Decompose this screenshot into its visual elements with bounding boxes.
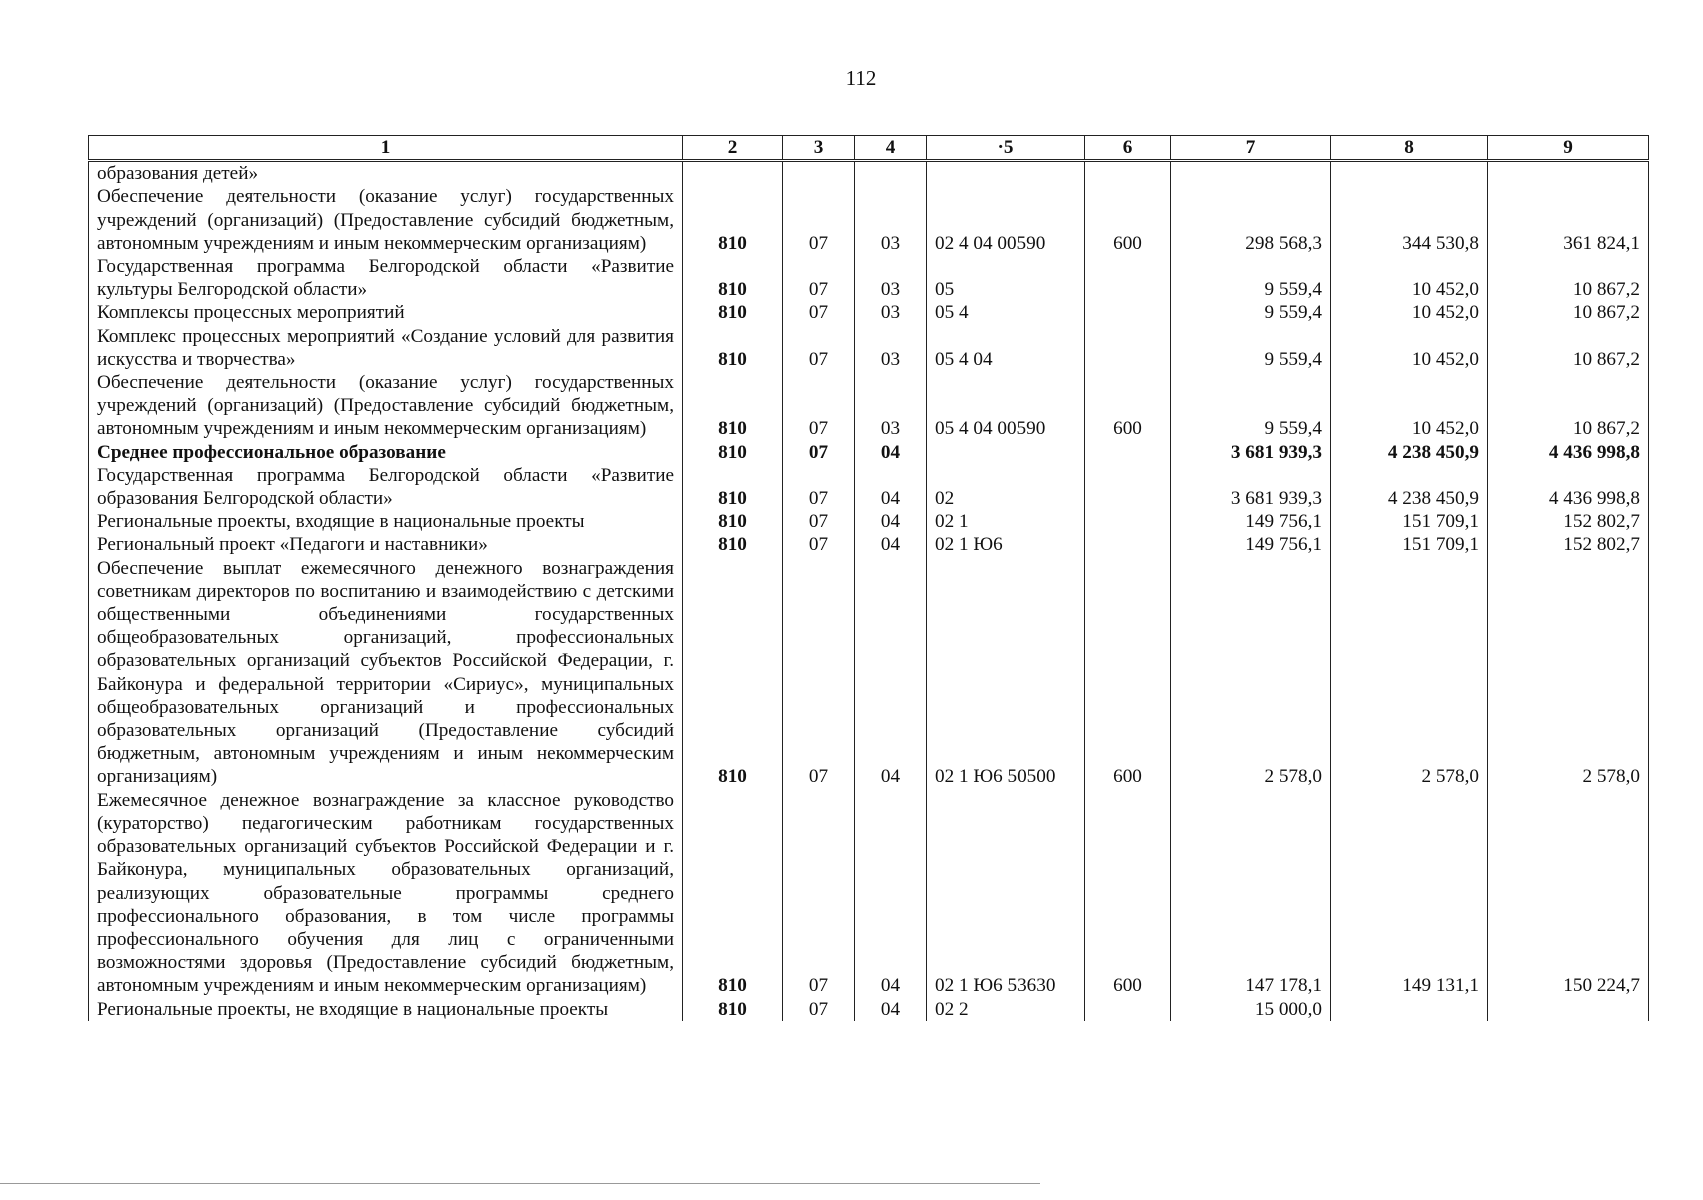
row-subsection-code: 04 xyxy=(855,789,927,998)
row-ministry-code: 810 xyxy=(683,533,783,556)
row-subsection-code: 04 xyxy=(855,998,927,1021)
column-header-2: 2 xyxy=(683,136,783,161)
row-amount-col9 xyxy=(1488,161,1649,186)
row-description: Государственная программа Белгородской области «Развитие культуры Белгородской области» xyxy=(89,255,683,301)
row-amount-col9: 4 436 998,8 xyxy=(1488,441,1649,464)
row-amount-col7: 3 681 939,3 xyxy=(1171,464,1331,510)
row-amount-col7: 9 559,4 xyxy=(1171,371,1331,441)
row-amount-col7: 9 559,4 xyxy=(1171,325,1331,371)
row-expense-type xyxy=(1085,441,1171,464)
row-ministry-code: 810 xyxy=(683,325,783,371)
row-expense-type xyxy=(1085,325,1171,371)
row-amount-col7: 15 000,0 xyxy=(1171,998,1331,1021)
row-section-code: 07 xyxy=(783,255,855,301)
row-target-article: 02 1 Ю6 50500 xyxy=(927,557,1085,789)
row-ministry-code: 810 xyxy=(683,557,783,789)
column-header-7: 7 xyxy=(1171,136,1331,161)
row-amount-col7: 2 578,0 xyxy=(1171,557,1331,789)
row-section-code: 07 xyxy=(783,441,855,464)
row-expense-type: 600 xyxy=(1085,557,1171,789)
row-ministry-code: 810 xyxy=(683,464,783,510)
row-target-article: 02 2 xyxy=(927,998,1085,1021)
row-section-code: 07 xyxy=(783,789,855,998)
row-amount-col9: 4 436 998,8 xyxy=(1488,464,1649,510)
row-amount-col9 xyxy=(1488,998,1649,1021)
column-header-5: ·5 xyxy=(927,136,1085,161)
row-amount-col9: 10 867,2 xyxy=(1488,255,1649,301)
row-amount-col8: 151 709,1 xyxy=(1331,510,1488,533)
row-description: Региональные проекты, входящие в национальные проекты xyxy=(89,510,683,533)
row-description: Государственная программа Белгородской области «Развитие образования Белгородской области» xyxy=(89,464,683,510)
row-section-code: 07 xyxy=(783,325,855,371)
row-description: Обеспечение выплат ежемесячного денежного вознаграждения советникам директоров по воспитанию и взаимодействию с детскими общественными объединениями государственных общеобразовательных организаций, профессиональных образовательных организаций субъектов Российской Федерации, г. Байконура и федеральной территории «Сириус», муниципальных общеобразовательных организаций и профессиональных образовательных организаций (Предоставление субсидий бюджетным, автономным учреждениям и иным некоммерческим организациям) xyxy=(89,557,683,789)
row-subsection-code: 04 xyxy=(855,510,927,533)
row-expense-type: 600 xyxy=(1085,789,1171,998)
row-amount-col9: 10 867,2 xyxy=(1488,301,1649,324)
row-amount-col7: 298 568,3 xyxy=(1171,185,1331,255)
row-target-article: 02 xyxy=(927,464,1085,510)
column-header-1: 1 xyxy=(89,136,683,161)
table-row xyxy=(89,371,1649,441)
row-amount-col8: 344 530,8 xyxy=(1331,185,1488,255)
table-row xyxy=(89,557,1649,789)
row-description: образования детей» xyxy=(89,161,683,186)
row-description: Комплекс процессных мероприятий «Создание условий для развития искусства и творчества» xyxy=(89,325,683,371)
row-ministry-code: 810 xyxy=(683,301,783,324)
row-amount-col9: 10 867,2 xyxy=(1488,371,1649,441)
row-amount-col8 xyxy=(1331,161,1488,186)
row-section-code: 07 xyxy=(783,533,855,556)
row-amount-col8: 149 131,1 xyxy=(1331,789,1488,998)
row-amount-col8: 4 238 450,9 xyxy=(1331,441,1488,464)
row-target-article: 02 1 Ю6 53630 xyxy=(927,789,1085,998)
row-description: Комплексы процессных мероприятий xyxy=(89,301,683,324)
row-ministry-code: 810 xyxy=(683,371,783,441)
row-amount-col9: 152 802,7 xyxy=(1488,510,1649,533)
row-section-code: 07 xyxy=(783,371,855,441)
table-row xyxy=(89,301,1649,324)
row-ministry-code: 810 xyxy=(683,185,783,255)
row-target-article: 05 4 04 xyxy=(927,325,1085,371)
column-header-6: 6 xyxy=(1085,136,1171,161)
row-subsection-code: 04 xyxy=(855,533,927,556)
table-row xyxy=(89,185,1649,255)
row-ministry-code: 810 xyxy=(683,510,783,533)
row-amount-col7 xyxy=(1171,161,1331,186)
row-expense-type: 600 xyxy=(1085,185,1171,255)
row-subsection-code: 03 xyxy=(855,255,927,301)
table-row xyxy=(89,510,1649,533)
table-row xyxy=(89,325,1649,371)
row-subsection-code: 04 xyxy=(855,441,927,464)
column-header-8: 8 xyxy=(1331,136,1488,161)
row-amount-col8: 10 452,0 xyxy=(1331,255,1488,301)
row-target-article: 02 1 xyxy=(927,510,1085,533)
row-subsection-code: 03 xyxy=(855,371,927,441)
row-target-article: 05 4 xyxy=(927,301,1085,324)
table-row xyxy=(89,161,1649,186)
row-target-article: 05 4 04 00590 xyxy=(927,371,1085,441)
row-subsection-code: 04 xyxy=(855,464,927,510)
row-section-code: 07 xyxy=(783,557,855,789)
table-body xyxy=(89,161,1649,1021)
row-section-code xyxy=(783,161,855,186)
row-amount-col7: 9 559,4 xyxy=(1171,301,1331,324)
row-section-code: 07 xyxy=(783,510,855,533)
row-amount-col7: 9 559,4 xyxy=(1171,255,1331,301)
row-amount-col8: 10 452,0 xyxy=(1331,371,1488,441)
budget-table xyxy=(88,135,1649,1021)
row-expense-type: 600 xyxy=(1085,371,1171,441)
table-row xyxy=(89,533,1649,556)
row-amount-col8 xyxy=(1331,998,1488,1021)
row-expense-type xyxy=(1085,998,1171,1021)
row-subsection-code: 03 xyxy=(855,301,927,324)
row-subsection-code: 03 xyxy=(855,325,927,371)
row-expense-type xyxy=(1085,464,1171,510)
row-subsection-code xyxy=(855,161,927,186)
table-row xyxy=(89,464,1649,510)
row-expense-type xyxy=(1085,161,1171,186)
row-amount-col7: 149 756,1 xyxy=(1171,510,1331,533)
row-ministry-code xyxy=(683,161,783,186)
row-amount-col9: 10 867,2 xyxy=(1488,325,1649,371)
row-expense-type xyxy=(1085,510,1171,533)
row-description: Региональные проекты, не входящие в национальные проекты xyxy=(89,998,683,1021)
row-subsection-code: 03 xyxy=(855,185,927,255)
row-target-article: 05 xyxy=(927,255,1085,301)
row-amount-col8: 10 452,0 xyxy=(1331,301,1488,324)
row-target-article xyxy=(927,441,1085,464)
row-amount-col8: 151 709,1 xyxy=(1331,533,1488,556)
row-section-code: 07 xyxy=(783,185,855,255)
row-amount-col9: 2 578,0 xyxy=(1488,557,1649,789)
row-target-article: 02 4 04 00590 xyxy=(927,185,1085,255)
row-target-article xyxy=(927,161,1085,186)
row-expense-type xyxy=(1085,533,1171,556)
row-description: Региональный проект «Педагоги и наставники» xyxy=(89,533,683,556)
row-amount-col8: 2 578,0 xyxy=(1331,557,1488,789)
row-section-code: 07 xyxy=(783,998,855,1021)
row-subsection-code: 04 xyxy=(855,557,927,789)
row-target-article: 02 1 Ю6 xyxy=(927,533,1085,556)
row-amount-col9: 150 224,7 xyxy=(1488,789,1649,998)
table-row xyxy=(89,789,1649,998)
row-description: Среднее профессиональное образование xyxy=(89,441,683,464)
row-section-code: 07 xyxy=(783,301,855,324)
row-description: Обеспечение деятельности (оказание услуг) государственных учреждений (организаций) (Предоставление субсидий бюджетным, автономным учреждениям и иным некоммерческим организациям) xyxy=(89,185,683,255)
row-amount-col9: 152 802,7 xyxy=(1488,533,1649,556)
row-amount-col9: 361 824,1 xyxy=(1488,185,1649,255)
scan-edge-line xyxy=(0,1183,1040,1184)
row-ministry-code: 810 xyxy=(683,255,783,301)
row-ministry-code: 810 xyxy=(683,998,783,1021)
column-header-3: 3 xyxy=(783,136,855,161)
table-row xyxy=(89,998,1649,1021)
row-expense-type xyxy=(1085,255,1171,301)
table-row xyxy=(89,441,1649,464)
column-header-9: 9 xyxy=(1488,136,1649,161)
row-amount-col7: 3 681 939,3 xyxy=(1171,441,1331,464)
table-row xyxy=(89,255,1649,301)
row-amount-col7: 149 756,1 xyxy=(1171,533,1331,556)
page-number: 112 xyxy=(845,66,877,90)
row-description: Ежемесячное денежное вознаграждение за классное руководство (кураторство) педагогическим работникам государственных образовательных организаций субъектов Российской Федерации и г. Байконура, муниципальных образовательных организаций, реализующих образовательные программы среднего профессионального образования, в том числе программы профессионального обучения для лиц с ограниченными возможностями здоровья (Предоставление субсидий бюджетным, автономным учреждениям и иным некоммерческим организациям) xyxy=(89,789,683,998)
row-amount-col7: 147 178,1 xyxy=(1171,789,1331,998)
column-header-4: 4 xyxy=(855,136,927,161)
row-amount-col8: 10 452,0 xyxy=(1331,325,1488,371)
row-expense-type xyxy=(1085,301,1171,324)
row-ministry-code: 810 xyxy=(683,789,783,998)
row-section-code: 07 xyxy=(783,464,855,510)
table-header-row xyxy=(89,136,1649,161)
row-ministry-code: 810 xyxy=(683,441,783,464)
row-description: Обеспечение деятельности (оказание услуг) государственных учреждений (организаций) (Предоставление субсидий бюджетным, автономным учреждениям и иным некоммерческим организациям) xyxy=(89,371,683,441)
row-amount-col8: 4 238 450,9 xyxy=(1331,464,1488,510)
